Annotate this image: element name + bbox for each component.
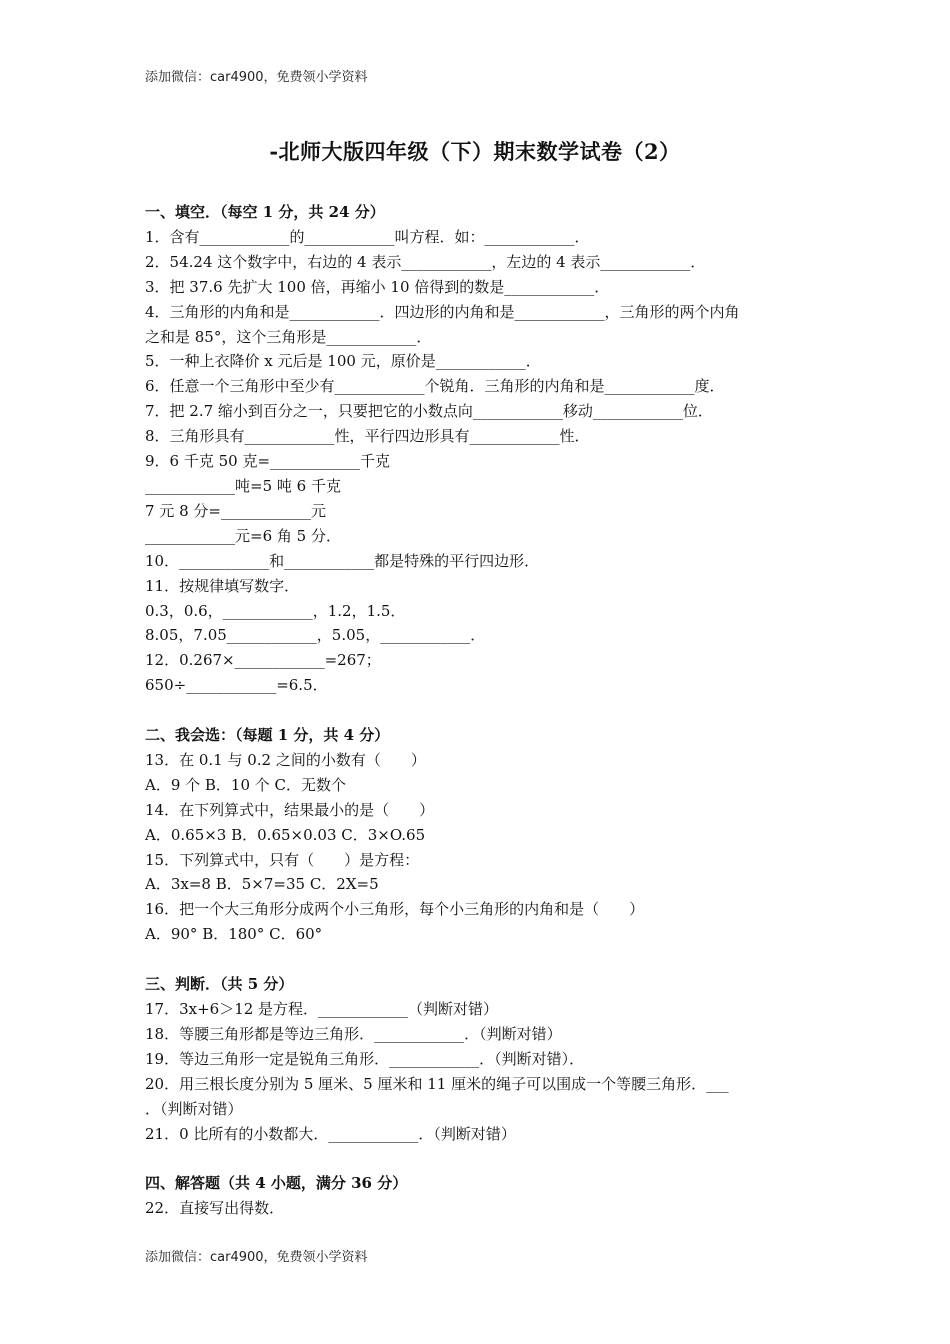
question-line: 10．____________和____________都是特殊的平行四边形．: [145, 551, 540, 570]
question-line: 2．54.24 这个数字中，右边的 4 表示____________，左边的 4 表示____________．: [145, 252, 706, 271]
question-line: 21．0 比所有的小数都大．____________．（判断对错）: [145, 1124, 516, 1143]
section-heading-solve: 四、解答题（共 4 小题，满分 36 分）: [145, 1174, 408, 1193]
question-line: 12．0.267×____________=267；: [145, 651, 381, 670]
question-line: 7 元 8 分=____________元: [145, 501, 326, 520]
page-title: -北师大版四年级（下）期末数学试卷（2）: [269, 139, 681, 164]
section-heading-true-false: 三、判断．（共 5 分）: [145, 975, 294, 994]
question-line: 22．直接写出得数．: [145, 1199, 285, 1218]
question-line: 19．等边三角形一定是锐角三角形．____________．（判断对错）．: [145, 1049, 585, 1068]
question-line: 5．一种上衣降价 x 元后是 100 元，原价是____________．: [145, 352, 541, 371]
question-line: ____________元=6 角 5 分．: [145, 526, 341, 545]
question-line: 6．任意一个三角形中至少有____________个锐角．三角形的内角和是____________度．: [145, 377, 725, 396]
question-line: 15．下列算式中，只有（ ）是方程：: [145, 850, 420, 869]
question-line: 3．把 37.6 先扩大 100 倍，再缩小 10 倍得到的数是____________．: [145, 277, 610, 296]
question-line: 8.05，7.05____________，5.05，____________．: [145, 626, 486, 645]
section-spacer: [145, 947, 825, 972]
question-line: 17．3x+6＞12 是方程．____________（判断对错）: [145, 999, 499, 1018]
question-line: 7．把 2.7 缩小到百分之一，只要把它的小数点向____________移动____________位．: [145, 402, 713, 421]
question-line: ____________吨=5 吨 6 千克: [145, 476, 341, 495]
question-line: 13．在 0.1 与 0.2 之间的小数有（ ）: [145, 750, 426, 769]
section-spacer: [145, 1146, 825, 1171]
question-line: A．9 个 B．10 个 C．无数个: [145, 775, 347, 794]
question-line: 14．在下列算式中，结果最小的是（ ）: [145, 800, 435, 819]
question-line: 8．三角形具有____________性，平行四边形具有____________性．: [145, 427, 590, 446]
question-line: 20．用三根长度分别为 5 厘米、5 厘米和 11 厘米的绳子可以围成一个等腰三角形．___: [145, 1074, 729, 1093]
question-line: 650÷____________=6.5．: [145, 676, 328, 695]
footer-watermark-note: 添加微信：car4900，免费领小学资料: [145, 1250, 368, 1265]
section-heading-fill-blanks: 一、填空．（每空 1 分，共 24 分）: [145, 203, 385, 221]
question-line: 1．含有____________的____________叫方程．如：____________．: [145, 227, 590, 246]
question-line: 11．按规律填写数字．: [145, 576, 300, 595]
question-line: 9．6 千克 50 克=____________千克: [145, 452, 391, 471]
question-line: 16．把一个大三角形分成两个小三角形，每个小三角形的内角和是（ ）: [145, 900, 645, 919]
question-line: A．0.65×3 B．0.65×0.03 C．3×O.65: [145, 825, 426, 844]
question-line: 0.3，0.6，____________，1.2，1.5．: [145, 601, 406, 620]
question-line: 之和是 85°，这个三角形是____________．: [145, 327, 432, 346]
question-line: A．90° B．180° C．60°: [145, 925, 323, 944]
header-watermark-note: 添加微信：car4900，免费领小学资料: [145, 70, 368, 85]
question-line: 18．等腰三角形都是等边三角形．____________．（判断对错）: [145, 1024, 562, 1043]
exam-content: [145, 200, 825, 1221]
question-line: A．3x=8 B．5×7=35 C．2X=5: [145, 875, 379, 894]
question-line: ．（判断对错）: [145, 1099, 243, 1118]
section-heading-multiple-choice: 二、我会选：（每题 1 分，共 4 分）: [145, 726, 390, 745]
question-line: 4．三角形的内角和是____________．四边形的内角和是____________，三角形的两个内角: [145, 302, 740, 321]
section-spacer: [145, 698, 825, 723]
